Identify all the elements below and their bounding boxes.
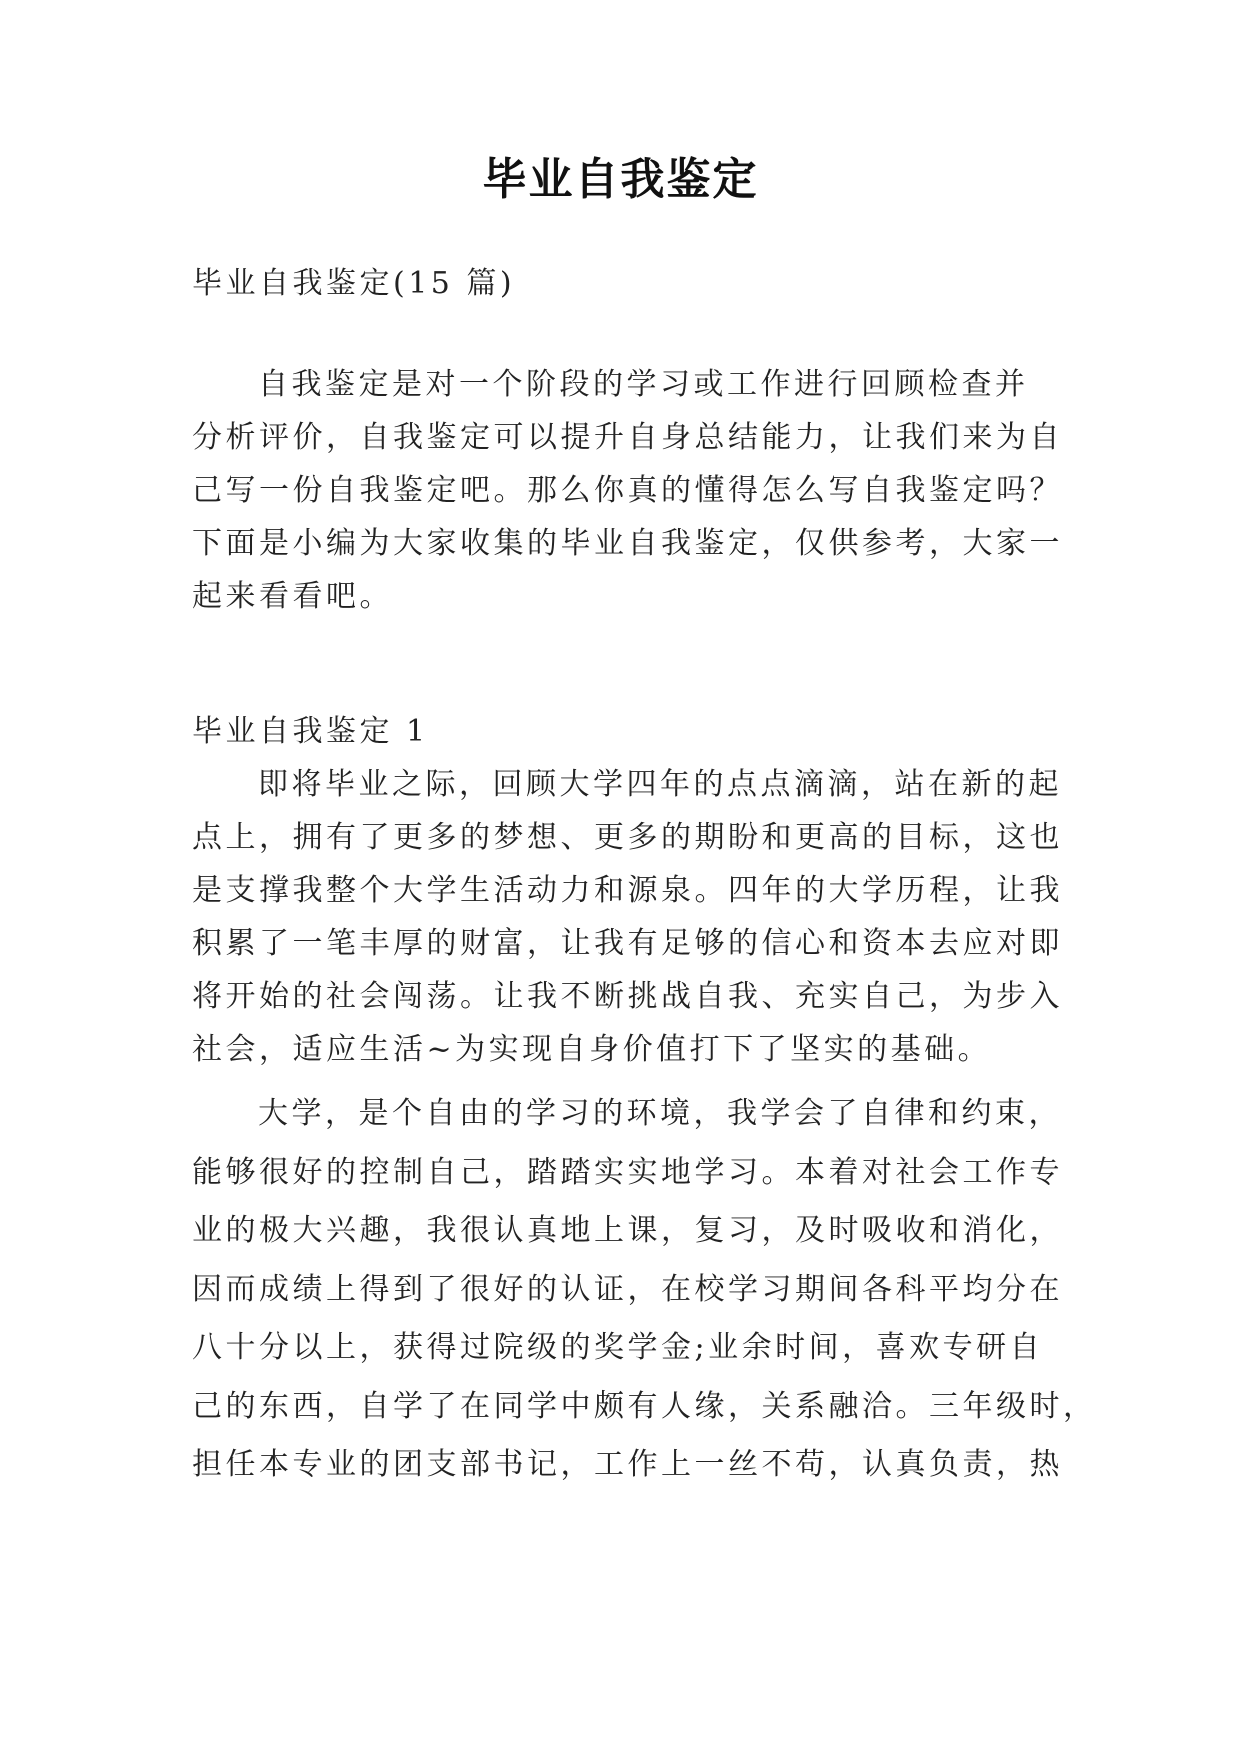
paragraph-line: 因而成绩上得到了很好的认证，在校学习期间各科平均分在	[192, 1272, 1063, 1307]
intro-line: 起来看看吧。	[192, 579, 393, 614]
document-title: 毕业自我鉴定	[482, 154, 759, 205]
paragraph-line: 业的极大兴趣，我很认真地上课，复习，及时吸收和消化，	[192, 1213, 1063, 1248]
paragraph-line: 是支撑我整个大学生活动力和源泉。四年的大学历程，让我	[192, 873, 1063, 908]
paragraph-line: 将开始的社会闯荡。让我不断挑战自我、充实自己，为步入	[192, 979, 1063, 1014]
document-subtitle: 毕业自我鉴定(15 篇)	[192, 266, 516, 301]
paragraph-line: 担任本专业的团支部书记，工作上一丝不苟，认真负责，热	[192, 1447, 1063, 1482]
paragraph-line: 点上，拥有了更多的梦想、更多的期盼和更高的目标，这也	[192, 820, 1063, 855]
paragraph-line: 社会，适应生活~为实现自身价值打下了坚实的基础。	[192, 1032, 992, 1067]
paragraph-line: 即将毕业之际，回顾大学四年的点点滴滴，站在新的起	[258, 767, 1062, 802]
intro-line: 自我鉴定是对一个阶段的学习或工作进行回顾检查并	[258, 367, 1029, 402]
intro-line: 下面是小编为大家收集的毕业自我鉴定，仅供参考，大家一	[192, 526, 1063, 561]
paragraph-line: 八十分以上，获得过院级的奖学金;业余时间，喜欢专研自	[192, 1330, 1044, 1365]
intro-line: 分析评价，自我鉴定可以提升自身总结能力，让我们来为自	[192, 420, 1063, 455]
section-heading: 毕业自我鉴定 1	[192, 714, 429, 749]
paragraph-line: 己的东西，自学了在同学中颇有人缘，关系融洽。三年级时，	[192, 1389, 1097, 1424]
paragraph-line: 积累了一笔丰厚的财富，让我有足够的信心和资本去应对即	[192, 926, 1063, 961]
intro-line: 己写一份自我鉴定吧。那么你真的懂得怎么写自我鉴定吗？	[192, 473, 1063, 508]
paragraph-line: 能够很好的控制自己，踏踏实实地学习。本着对社会工作专	[192, 1155, 1063, 1190]
paragraph-line: 大学，是个自由的学习的环境，我学会了自律和约束，	[258, 1096, 1062, 1131]
